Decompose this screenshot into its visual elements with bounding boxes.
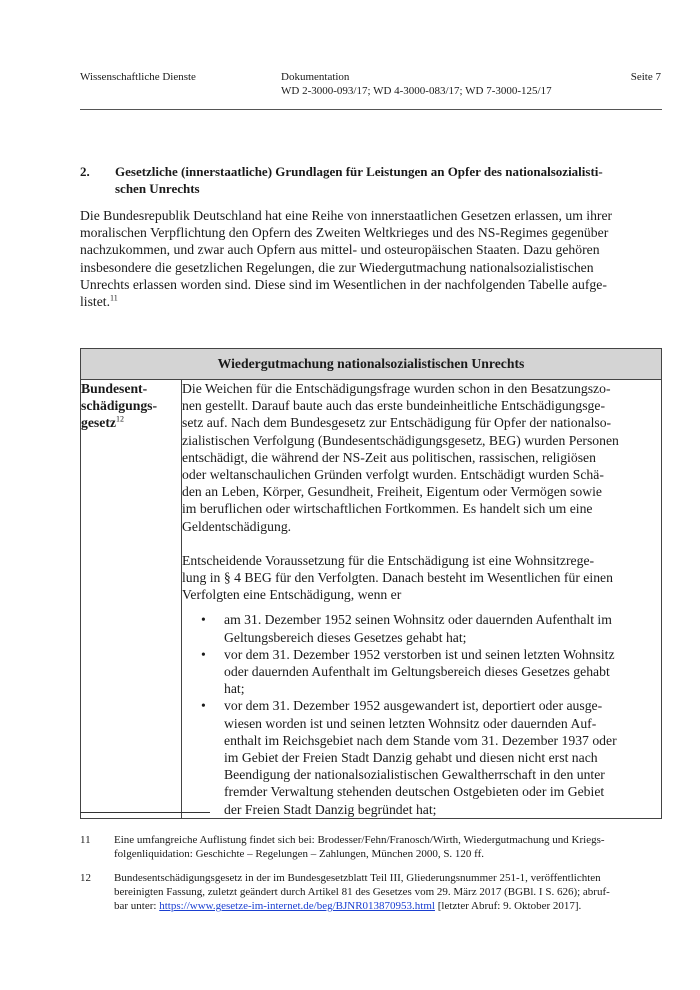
text-line: Eine umfangreiche Auflistung findet sich bei: Brodesser/Fehn/Franosch/Wirth, Wiedergutmachung und Kriegs- — [114, 834, 605, 846]
header-doc-label: Dokumentation — [281, 71, 350, 83]
text-line: Geltungsbereich dieses Gesetzes gehabt hat; — [224, 629, 467, 645]
footnote-divider — [80, 812, 210, 813]
text-line: bereinigten Fassung, zuletzt geändert durch Artikel 81 des Gesetzes vom 29. März 2017 (BGBl. I S. 626); abruf- — [114, 886, 610, 898]
bullet-icon: • — [201, 612, 206, 628]
text-line-prefix: bar unter: — [114, 900, 160, 912]
header-document-info — [281, 70, 552, 98]
text-line: lung in § 4 BEG für den Verfolgten. Danach besteht im Wesentlichen für einen — [182, 570, 613, 586]
text-line: am 31. Dezember 1952 seinen Wohnsitz oder dauernden Aufenthalt im — [224, 612, 612, 628]
text-line: Die Weichen für die Entschädigungsfrage wurden schon in den Besatzungszo- — [182, 381, 611, 396]
footnote-12 — [80, 871, 662, 913]
text-line: nen gestellt. Darauf baute auch das erste bundeinheitliche Entschädigungsge- — [182, 398, 606, 414]
footnote-ref-11[interactable]: 11 — [110, 293, 118, 303]
header-divider — [80, 109, 662, 110]
text-line: im Gebiet der Freien Stadt Danzig gehabt und diesen nicht erst nach — [224, 750, 598, 766]
footnote-text — [114, 871, 662, 913]
section-heading — [80, 163, 662, 197]
page-header — [80, 70, 662, 100]
table-row — [81, 380, 662, 819]
text-line: entschädigt, die während der NS-Zeit aus politischen, rassischen, religiösen — [182, 449, 596, 465]
text-line: enthalt im Reichsgebiet nach dem Stande vom 31. Dezember 1937 oder — [224, 732, 617, 748]
text-line: der Freien Stadt Danzig begründet hat; — [224, 801, 437, 817]
text-line: hat; — [224, 681, 245, 697]
text-line: Entscheidende Voraussetzung für die Entschädigung ist eine Wohnsitzrege- — [182, 552, 595, 568]
text-line: vor dem 31. Dezember 1952 verstorben ist und seinen letzten Wohnsitz — [224, 646, 615, 662]
footnote-number: 11 — [80, 834, 91, 846]
list-item — [182, 646, 661, 698]
section-title-line: Gesetzliche (innerstaatliche) Grundlagen für Leistungen an Opfer des nationalsozialisti- — [115, 164, 603, 179]
content-paragraph-2 — [182, 552, 661, 604]
text-line: moralischen Verpflichtung den Opfern des Zweiten Weltkrieges und des NS-Regimes gegenüber — [80, 225, 609, 241]
text-line: Unrechts erlassen worden sind. Diese sind im Wesentlichen in der nachfolgenden Tabelle aufge- — [80, 276, 607, 292]
text-line: Verfolgten eine Entschädigung, wenn er — [182, 587, 402, 603]
text-line: nachzukommen, und zwar auch Opfern aus mittel- und osteuropäischen Staaten. Dazu gehören — [80, 242, 600, 258]
section-title-line: schen Unrechts — [115, 181, 200, 196]
text-line: im beruflichen oder wirtschaftlichen Fortkommen. Es handelt sich um eine — [182, 501, 593, 517]
text-line: Bundesentschädigungsgesetz in der im Bundesgesetzblatt Teil III, Gliederungsnummer 251-1, veröffentlichten — [114, 872, 601, 884]
section-title — [115, 163, 662, 197]
text-line: zialistischen Verfolgung (Bundesentschädigungsgesetz, BEG) wurden Personen — [182, 432, 619, 448]
footnote-text — [114, 833, 662, 861]
text-line: wiesen worden ist und seinen letzten Wohnsitz oder dauernden Auf- — [224, 715, 597, 731]
text-line: Die Bundesrepublik Deutschland hat eine Reihe von innerstaatlichen Gesetzen erlassen, um ihrer — [80, 208, 613, 223]
intro-paragraph — [80, 207, 662, 310]
footnote-number: 12 — [80, 872, 91, 884]
text-line: Beendigung der nationalsozialistischen Gewaltherrschaft in den unter — [224, 767, 605, 783]
text-line: setz auf. Nach dem Bundesgesetz zur Entschädigung für Opfer der nationalso- — [182, 415, 612, 431]
text-line: insbesondere die gesetzlichen Regelungen, die zur Wiedergutmachung nationalsozialistischen — [80, 259, 594, 275]
section-number: 2. — [80, 164, 90, 179]
text-line: oder weltanschaulichen Gründen verfolgt wurden. Entschädigt wurden Schä- — [182, 467, 604, 483]
content-paragraph-1 — [182, 380, 661, 535]
text-line: Geldentschädigung. — [182, 518, 292, 534]
label-line: gesetz — [81, 415, 116, 431]
text-line-suffix: [letzter Abruf: 9. Oktober 2017]. — [434, 900, 582, 912]
header-page-number: Seite 7 — [630, 71, 661, 83]
condition-list — [182, 611, 661, 817]
bullet-icon: • — [201, 698, 206, 714]
header-doc-ids: WD 2-3000-093/17; WD 4-3000-083/17; WD 7-3000-125/17 — [281, 85, 552, 97]
text-line: listet. — [80, 294, 111, 310]
footnote-11 — [80, 833, 662, 861]
list-item — [182, 611, 661, 645]
text-line: folgenliquidation: Geschichte – Regelungen – Zahlungen, München 2000, S. 120 ff. — [114, 848, 485, 860]
table-header: Wiedergutmachung nationalsozialistischen Unrechts — [81, 349, 662, 380]
footnote-ref-12[interactable]: 12 — [115, 414, 124, 424]
text-line: oder dauernden Aufenthalt im Geltungsbereich dieses Gesetzes gehabt — [224, 664, 610, 680]
law-link[interactable]: https://www.gesetze-im-internet.de/beg/BJNR013870953.html — [159, 900, 435, 912]
text-line: fremder Verwaltung stehenden deutschen Ostgebieten oder im Gebiet — [224, 784, 605, 800]
table-header-row — [81, 349, 662, 380]
header-institution: Wissenschaftliche Dienste — [80, 71, 196, 83]
label-line: Bundesent- — [81, 381, 148, 396]
list-item — [182, 697, 661, 817]
label-line: schädigungs- — [81, 398, 158, 414]
text-line: den an Leben, Körper, Gesundheit, Freiheit, Eigentum oder Vermögen sowie — [182, 484, 602, 500]
row-label-beg — [81, 380, 182, 819]
bullet-icon: • — [201, 646, 206, 662]
text-line: vor dem 31. Dezember 1952 ausgewandert ist, deportiert oder ausge- — [224, 698, 603, 714]
reparations-table — [80, 348, 662, 819]
row-content-beg — [182, 380, 662, 819]
